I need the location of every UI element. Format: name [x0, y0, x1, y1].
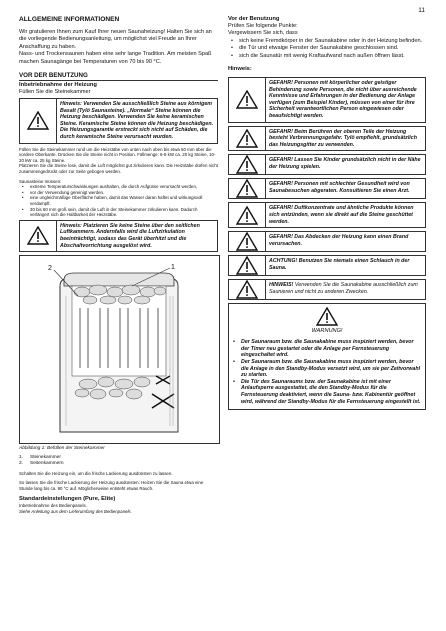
danger-text-3: GEFAHR! Lassen Sie Kinder grundsätzlich nicht in der Nähe der Heizung spielen. [269, 157, 421, 170]
figure-caption: Abbildung 1: Befüllen der Steinekammer [19, 446, 105, 452]
checklist [228, 38, 426, 60]
fill-instructions: Füllen Sie die Steinekammer rund um die Heizstäbe von unten nach oben bis etwa 50 mm über die vordere Oberkante. Drücken Sie die Steine nicht in Position. Füllmenge: 6-8 kW ca. 20 kg Steine, 10-20 kW ca. 25 kg Steine. [19, 146, 216, 163]
check-intro-2: Vergewissern Sie sich, dass [228, 30, 298, 37]
section-rule [19, 80, 218, 81]
parts-list [19, 455, 218, 467]
list-item: • extreme Temperaturschwankungen aushalten, die durch Aufgüsse verursacht werden, [30, 184, 218, 190]
warning-icon [229, 78, 266, 122]
danger-box-cover [228, 231, 426, 252]
warning-icon [229, 232, 266, 251]
stones-requirements-list [19, 184, 218, 218]
intro-paragraph-2: Nass- und Trockensaunen haben eine sehr lange Tradition. Am meisten Spaß machen Saunagänge bei Temperaturen von 70 bis 90 °C. [19, 51, 212, 65]
warning-box-remote [228, 303, 426, 410]
list-item: • sich keine Fremdkörper in der Saunakabine oder in der Heizung befinden. [239, 38, 426, 45]
caution-box-hose [228, 255, 426, 276]
warning-icon [229, 256, 266, 275]
subsection-line: Füllen Sie die Steinekammer [19, 88, 91, 95]
warning-icon [229, 155, 266, 174]
standard-settings-note: Siehe Anleitung aus dem Lieferumfang des Bedienpanels. [19, 508, 132, 514]
danger-box-health [228, 178, 426, 199]
figure-label-1: 1 [171, 264, 175, 272]
remote-warnings-list [229, 337, 425, 409]
burn-in-text-1: Schalten Sie die Heizung ein, um die frische Lackierung ausdünsten zu lassen. [19, 470, 173, 476]
caution-text-hose: ACHTUNG! Benutzen Sie niemals einen Schlauch in der Sauna. [269, 258, 410, 271]
heater-illustration [19, 255, 220, 444]
danger-box-disabled-persons [228, 77, 426, 123]
list-item: • Der Saunaraum bzw. die Saunakabine muss inspiziert werden, bevor der Timer neu gestartet oder die Anlage per Fernsteuerung eingeschaltet wird. [241, 339, 422, 359]
list-item: 1. Steinekammer [19, 455, 61, 461]
list-item: • sich die Saunatür mit wenig Kraftaufwand nach außen öffnen lässt. [239, 53, 426, 60]
check-intro-1: Prüfen Sie folgende Punkte: [228, 23, 298, 29]
warning-icon [20, 221, 57, 251]
danger-box-burns [228, 126, 426, 152]
figure-label-2: 2 [48, 265, 52, 273]
danger-text-1: GEFAHR! Personen mit körperlicher oder geistiger Behinderung sowie Personen, die nicht über ausreichende Kenntnisse und Erfahrungen in der Bedienung der Anlage verfügen (zum Beispiel Kinder), müssen von einer für ihre Sicherheit verantwortlichen Person eingewiesen oder beaufsichtigt werden. [269, 80, 417, 119]
burn-in-text-2: So lassen Sie die frische Lackierung der Heizung ausdünsten: Heizen Sie die Sauna etwa eine Stunde lang bis ca. 90 °C auf. Möglicherweise entsteht etwas Rauch. [19, 480, 204, 491]
warning-icon [229, 127, 266, 151]
standard-settings-text: Inbetriebnahme des Bedienpanels. [19, 503, 87, 509]
warning-box-stones [19, 98, 218, 144]
note-text-usage: HINWEIS! Verwenden Sie die Saunakabine ausschließlich zum Saunieren und nicht zu anderen Zwecken. [269, 282, 418, 295]
standard-settings-title: Standardeinstellungen (Pure, Elite) [19, 496, 116, 503]
warning-icon [229, 304, 425, 326]
stones-intro: Saunasteine müssen: [19, 178, 62, 184]
list-item: • Der Saunaraum bzw. die Saunakabine muss inspiziert werden, bevor die Anlage in den Standby-Modus versetzt wird, um sie per Zeitvorwahl zu starten. [241, 359, 422, 379]
danger-text-5: GEFAHR! Duftkonzentrate und ähnliche Produkte können sich entzünden, wenn sie direkt auf die Steine geschüttet werden. [269, 205, 414, 225]
page-number: 11 [418, 7, 425, 14]
danger-box-children [228, 154, 426, 175]
list-item: 2. Seitenkammern [19, 461, 64, 467]
intro-paragraph-1: Wir gratulieren Ihnen zum Kauf Ihrer neuen Saunaheizung! Halten Sie sich an die vorliegende Bedienungsanleitung, um möglichst viel Freude an Ihrer Anschaffung zu haben. [19, 29, 212, 50]
warning-icon [20, 99, 57, 143]
danger-text-4: GEFAHR! Personen mit schlechter Gesundheit wird von Saunabesuchen abgeraten. Konsultieren Sie einen Arzt. [269, 181, 410, 194]
note-box-usage [228, 279, 426, 300]
warning-icon [229, 280, 266, 299]
list-item: • Die Tür des Saunaraums bzw. der Saunakabine ist mit einer Anlaufsperre ausgestattet, die den Standby-Modus für die Fernsteuerung deaktiviert, wenn die Sauna- bzw. Kabinentür geöffnet wird, während der Standby-Modus für die Fernsteuerung eingestellt ist. [241, 379, 422, 405]
warning-box-side-chambers [19, 220, 218, 252]
list-item: • vor der Verwendung gereinigt werden. [30, 190, 218, 196]
warning-text-side-chambers: Hinweis: Platzieren Sie keine Steine über den seitlichen Luftkammern. Andernfalls wird die Luftzirkulation beeinträchtigt, sodass das Gerät überhitzt und die Abschaltvorrichtung ausgelöst wird. [60, 222, 200, 249]
danger-text-2: GEFAHR! Beim Berühren der oberen Teile der Heizung besteht Verbrennungsgefahr. Tylö empfiehlt, grundsätzlich das Heizungsgitter zu verwenden. [269, 128, 417, 148]
warning-icon [229, 179, 266, 198]
warning-text-stones: Hinweis: Verwenden Sie ausschließlich Steine aus körnigem Basalt (Tylö Saunasteine). „Normale“ Steine können die Heizung beschädigen. Verwenden Sie keine keramischen Steine. Keramische Steine können die Heizung beschädigen. Die Heizungsgarantie erstreckt sich nicht auf Schäden, die durch keramische Steine verursacht wurden. [60, 101, 214, 140]
section-title-general: ALLGEMEINE INFORMATIONEN [19, 16, 120, 23]
before-use-title: Vor der Benutzung [228, 16, 280, 22]
hinweis-title: Hinweis: [228, 66, 252, 73]
danger-text-6: GEFAHR! Das Abdecken der Heizung kann einen Brand verursachen. [269, 234, 409, 247]
placement-instructions: Platzieren Sie die Steine lose, damit die Luft möglichst gut zirkulieren kann. Die Heizstäbe dürfen nicht zusammengedrückt oder zur Seite gebogen werden. [19, 163, 218, 174]
list-item: • eine ungleichmäßige Oberfläche haben, damit das Wasser daran haftet und wirkungsvoll verdampft. [30, 195, 218, 206]
right-column [228, 16, 426, 413]
left-column [19, 16, 218, 514]
warning-heading: WARNUNG! [311, 328, 343, 335]
list-item: • die Tür und etwaige Fenster der Saunakabine geschlossen sind. [239, 45, 426, 52]
warning-icon [229, 203, 266, 227]
danger-box-fragrance [228, 202, 426, 228]
subsection-title-startup: Inbetriebnahme der Heizung [19, 81, 97, 88]
section-title-before-use: VOR DER BENUTZUNG [19, 72, 88, 80]
list-item: • 30 bis 60 mm groß sein, damit die Luft in der Steinekammer zirkulieren kann. Dadurch verlängert sich die Haltbarkeit der Heizstäbe. [30, 207, 218, 218]
